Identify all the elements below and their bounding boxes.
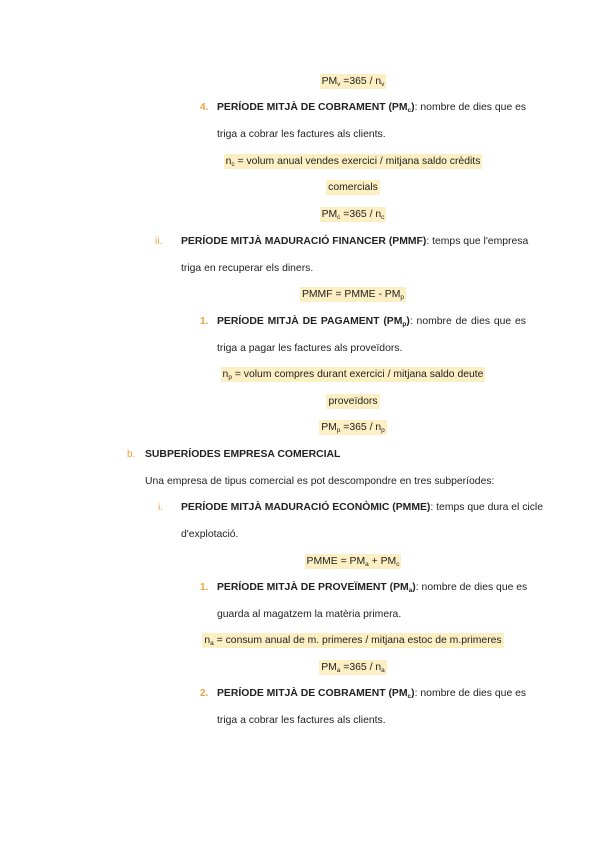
list-number: 1. [200,582,209,593]
definition-line: PERÍODE MITJÀ DE PROVEÏMENT $(PM_a)$: nombre de dies que es [217,582,528,594]
formula-pmmf: PMMF = PMME - $PM_p$ [301,289,405,301]
definition-line: PERÍODE MITJÀ MADURACIÓ ECONÒMIC (PMME): temps que dura el cicle [181,502,544,513]
list-number: ii. [155,236,163,247]
section-heading: SUBPERÍODES EMPRESA COMERCIAL [145,449,341,460]
list-number: 2. [200,688,209,699]
definition-line: d'explotació. [181,529,239,540]
list-letter: b. [127,449,136,460]
definition-line: PERÍODE MITJÀ MADURACIÓ FINANCER (PMMF): temps que l'empresa [181,236,529,247]
paragraph: Una empresa de tipus comercial es pot descompondre en tres subperíodes: [145,476,495,487]
definition-line: PERÍODE MITJÀ DE COBRAMENT $(PM_c)$: nombre de dies que es [217,102,527,114]
formula-pmme: PMME = $PM_a + PM_c$ [306,556,400,568]
list-number: i. [158,502,163,513]
formula-pma: $PM_a =365 / n_a$ [321,662,385,674]
definition-line: triga en recuperar els diners. [181,263,314,274]
formula-pmp: $PM_p =365 / n_p$ [321,422,385,434]
definition-line: guarda al magatzem la matèria primera. [217,609,402,620]
list-number: 1. [200,316,209,327]
formula-continuation: comercials [328,182,378,193]
formula-continuation: proveïdors [328,396,378,407]
definition-line: triga a cobrar les factures als clients. [217,129,386,140]
definition-line: triga a cobrar les factures als clients. [217,715,386,726]
definition-line: PERÍODE MITJÀ DE PAGAMENT $(PM_p)$: nombre de dies que es [217,316,526,328]
formula-nc: $n_c$ = volum anual vendes exercici / mitjana saldo crèdits [225,156,481,168]
formula-np: $n_p$ = volum compres durant exercici / mitjana saldo deute [222,369,484,381]
formula-pmc: $PM_c =365 / n_c$ [321,209,385,221]
definition-line: PERÍODE MITJÀ DE COBRAMENT $(PM_c)$: nombre de dies que es [217,688,527,700]
list-number: 4. [200,102,209,113]
formula-pmv: $PM_v =365 / n_v$ [321,76,385,88]
definition-line: triga a pagar les factures als proveïdors. [217,343,403,354]
formula-na: $n_a$ = consum anual de m. primeres / mitjana estoc de m.primeres [204,635,502,647]
